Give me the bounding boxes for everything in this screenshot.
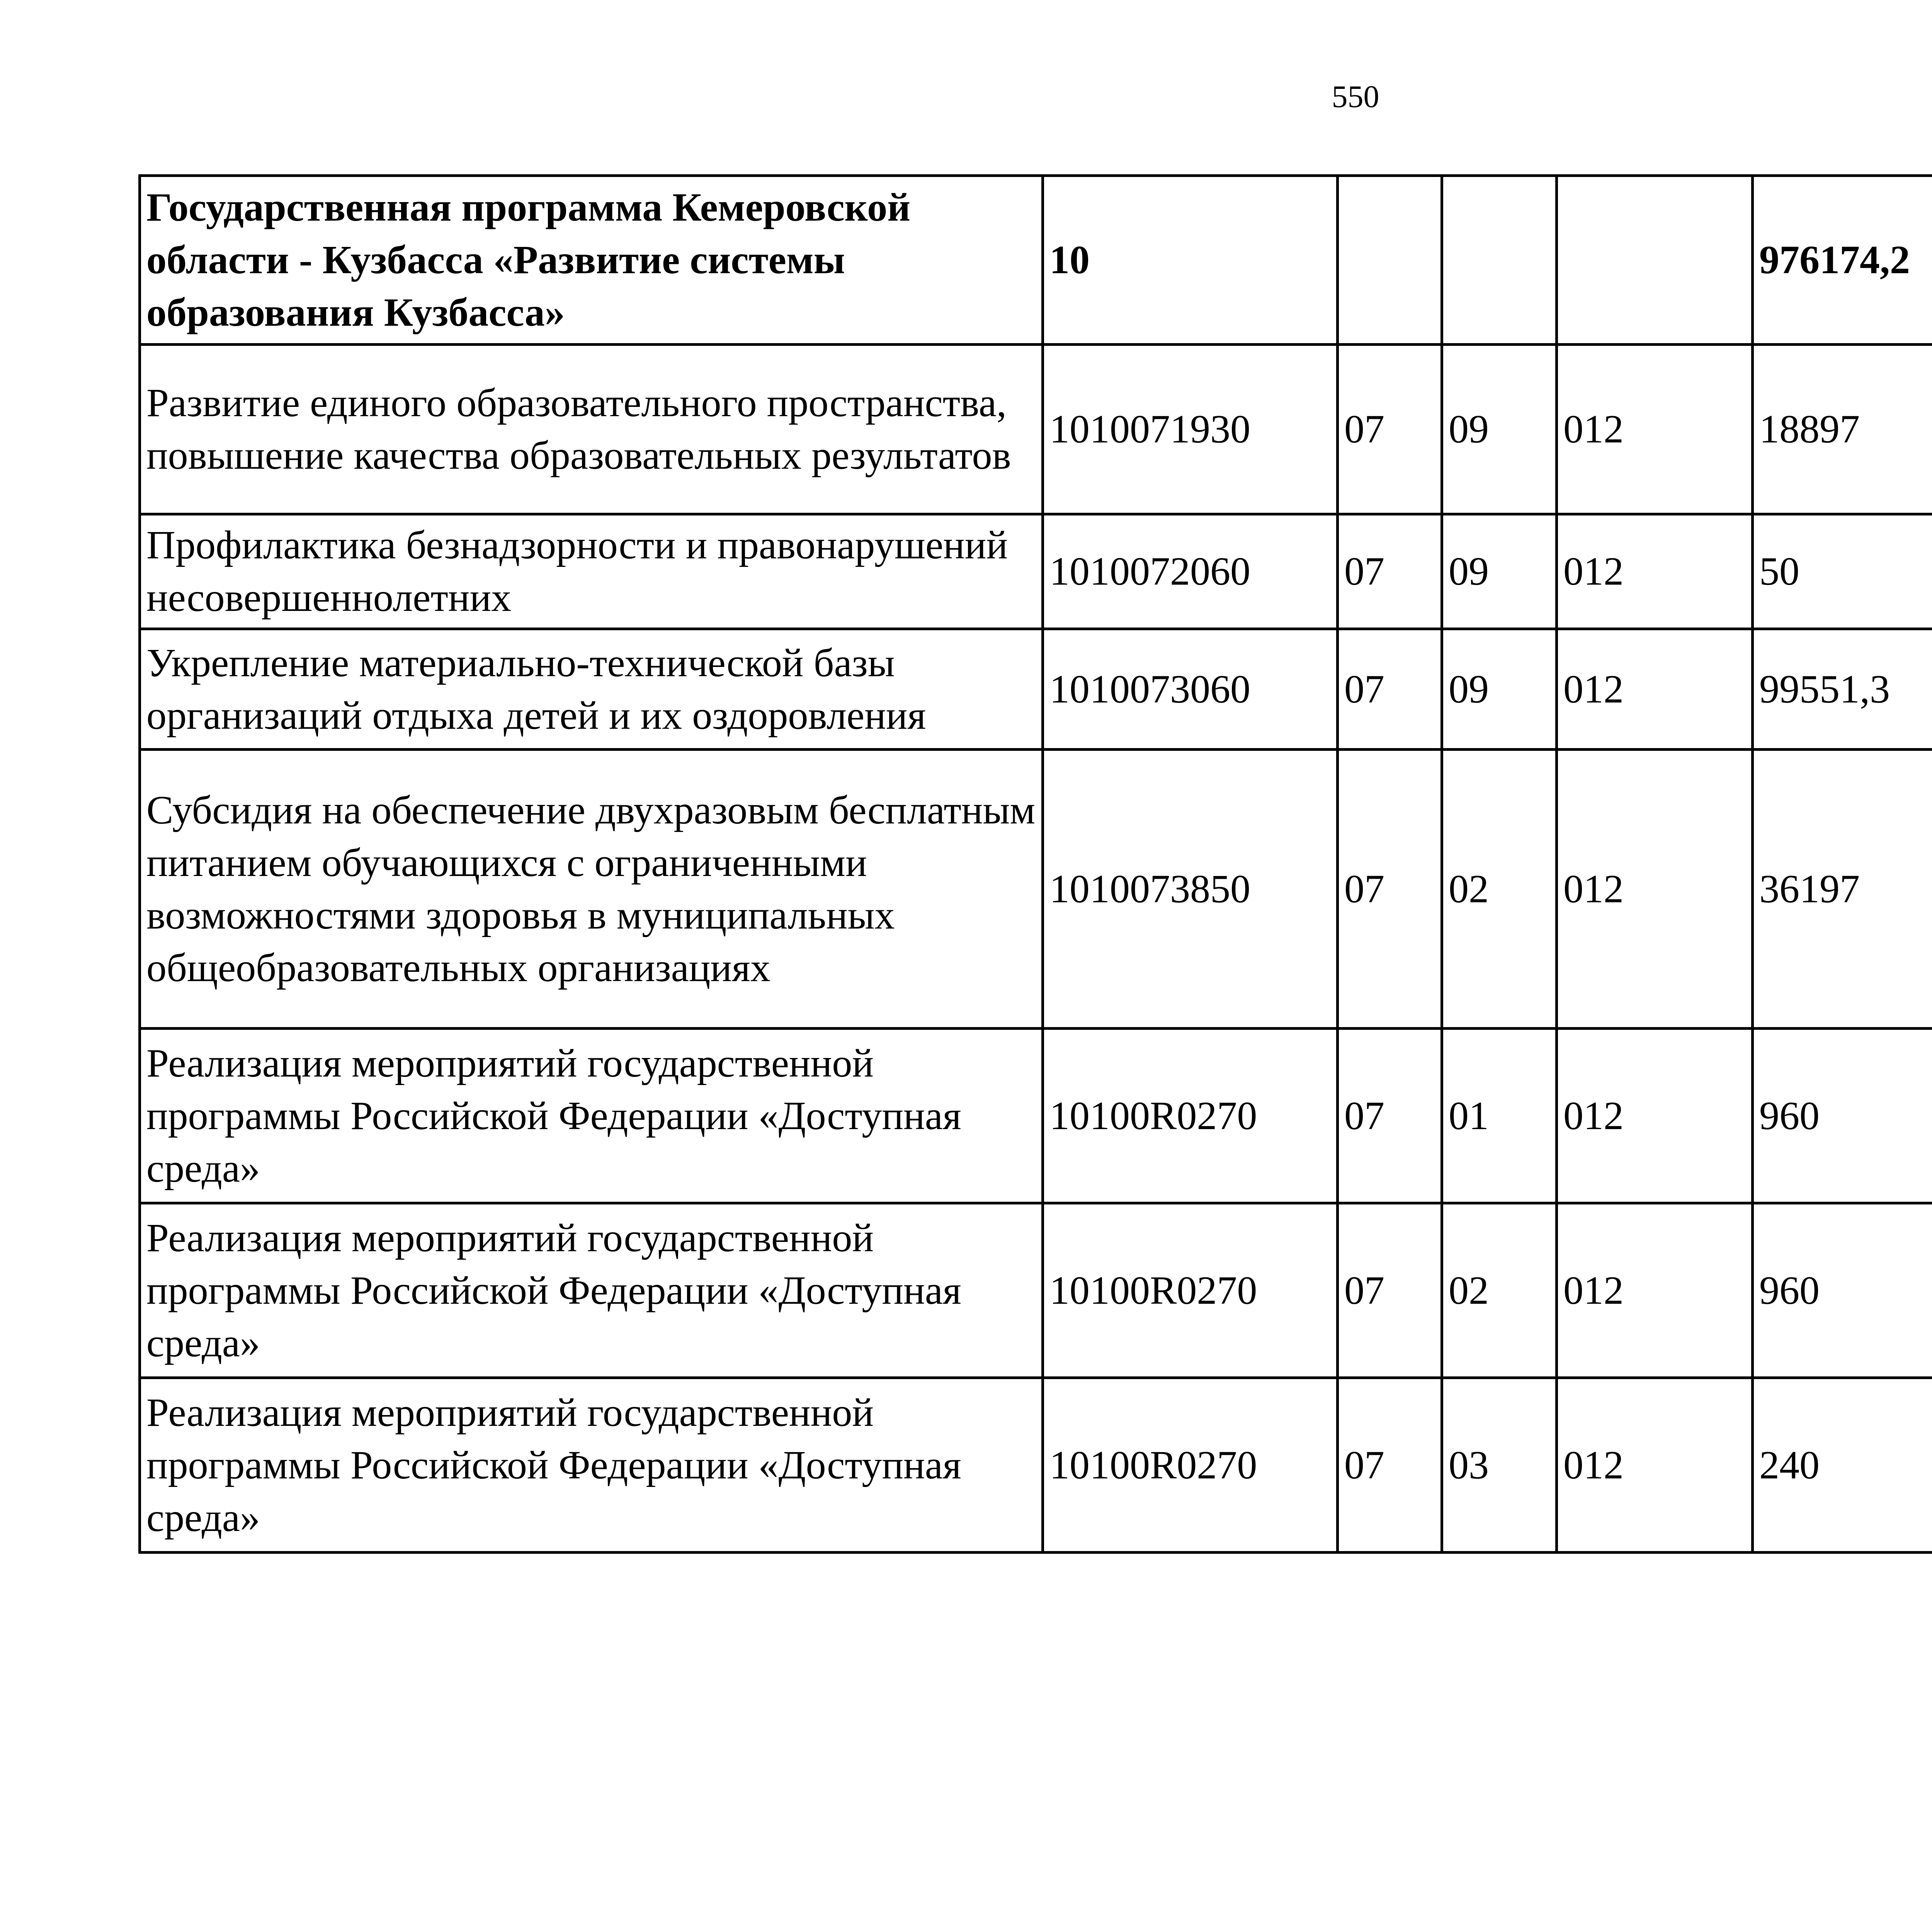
cell-code: 1010072060 (1043, 514, 1338, 629)
cell-name: Укрепление материально-технической базы организаций отдыха детей и их оздоровления (140, 629, 1043, 750)
cell-kind: 012 (1557, 750, 1753, 1029)
budget-table (138, 174, 1932, 1554)
table-row (140, 629, 1932, 750)
cell-code: 1010073850 (1043, 750, 1338, 1029)
cell-code: 10100R0270 (1043, 1203, 1338, 1378)
cell-name: Реализация мероприятий государственной программы Российской Федерации «Доступная среда» (140, 1203, 1043, 1378)
page-number: 550 (1332, 79, 1379, 114)
cell-kind: 012 (1557, 1378, 1753, 1553)
cell-value-1: 976174,2 (1753, 176, 1932, 345)
cell-value-1: 960 (1753, 1203, 1932, 1378)
cell-subsection: 09 (1442, 345, 1557, 514)
cell-subsection: 09 (1442, 629, 1557, 750)
table-row (140, 750, 1932, 1029)
cell-name: Реализация мероприятий государственной программы Российской Федерации «Доступная среда» (140, 1029, 1043, 1203)
cell-subsection: 03 (1442, 1378, 1557, 1553)
cell-section: 07 (1338, 1378, 1442, 1553)
cell-kind (1557, 176, 1753, 345)
cell-name: Профилактика безнадзорности и правонарушений несовершеннолетних (140, 514, 1043, 629)
cell-subsection (1442, 176, 1557, 345)
cell-code: 10 (1043, 176, 1338, 345)
table-row (140, 1203, 1932, 1378)
table-row (140, 1378, 1932, 1553)
cell-value-1: 18897 (1753, 345, 1932, 514)
cell-section: 07 (1338, 629, 1442, 750)
cell-code: 1010073060 (1043, 629, 1338, 750)
table-row (140, 1029, 1932, 1203)
cell-name: Развитие единого образовательного пространства, повышение качества образовательных результатов (140, 345, 1043, 514)
cell-code: 1010071930 (1043, 345, 1338, 514)
table-row (140, 176, 1932, 345)
cell-subsection: 02 (1442, 1203, 1557, 1378)
cell-subsection: 02 (1442, 750, 1557, 1029)
cell-name: Государственная программа Кемеровской области - Кузбасса «Развитие системы образования Кузбасса» (140, 176, 1043, 345)
cell-section: 07 (1338, 1203, 1442, 1378)
table-row (140, 345, 1932, 514)
cell-value-1: 960 (1753, 1029, 1932, 1203)
cell-code: 10100R0270 (1043, 1378, 1338, 1553)
cell-kind: 012 (1557, 1029, 1753, 1203)
cell-subsection: 01 (1442, 1029, 1557, 1203)
cell-section: 07 (1338, 514, 1442, 629)
cell-value-1: 36197 (1753, 750, 1932, 1029)
cell-subsection: 09 (1442, 514, 1557, 629)
cell-value-1: 50 (1753, 514, 1932, 629)
cell-section (1338, 176, 1442, 345)
cell-section: 07 (1338, 1029, 1442, 1203)
cell-section: 07 (1338, 345, 1442, 514)
cell-name: Реализация мероприятий государственной программы Российской Федерации «Доступная среда» (140, 1378, 1043, 1553)
cell-name: Субсидия на обеспечение двухразовым бесплатным питанием обучающихся с ограниченными возможностями здоровья в муниципальных общеобразовательных организациях (140, 750, 1043, 1029)
cell-kind: 012 (1557, 629, 1753, 750)
cell-value-1: 240 (1753, 1378, 1932, 1553)
cell-value-1: 99551,3 (1753, 629, 1932, 750)
cell-code: 10100R0270 (1043, 1029, 1338, 1203)
cell-section: 07 (1338, 750, 1442, 1029)
table-row (140, 514, 1932, 629)
cell-kind: 012 (1557, 1203, 1753, 1378)
cell-kind: 012 (1557, 345, 1753, 514)
cell-kind: 012 (1557, 514, 1753, 629)
